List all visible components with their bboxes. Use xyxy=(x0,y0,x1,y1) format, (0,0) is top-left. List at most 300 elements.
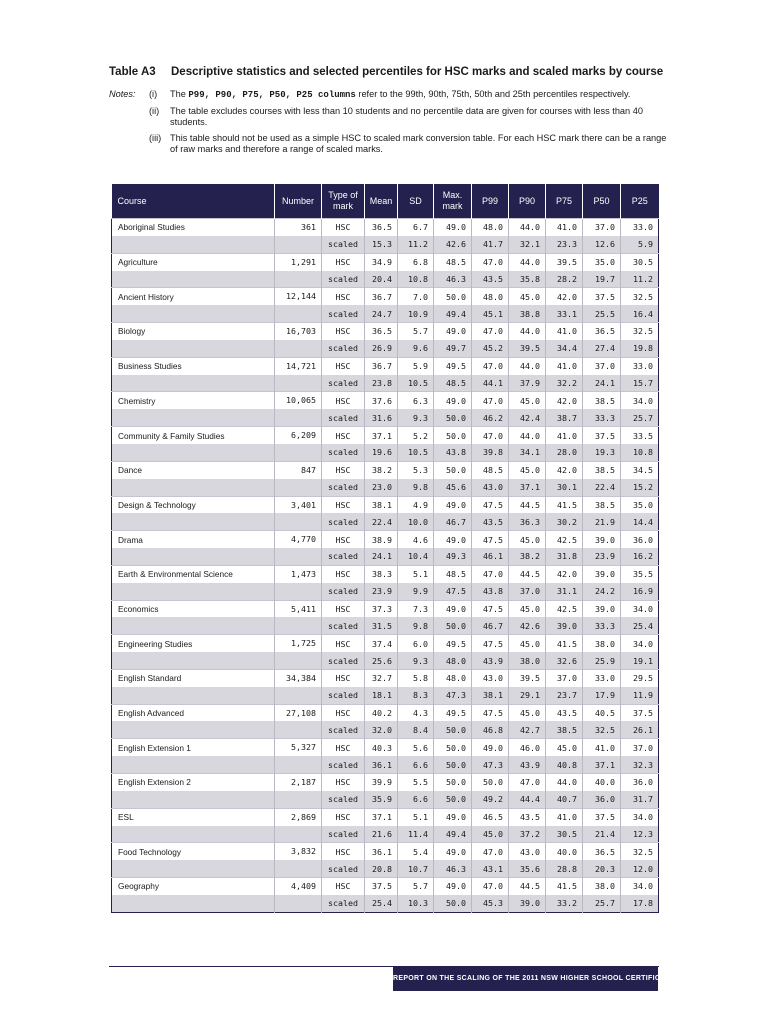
student-number-cell: 3,401 xyxy=(275,496,322,513)
student-number-cell: 4,770 xyxy=(275,531,322,548)
empty-cell xyxy=(112,826,275,843)
value-cell: 36.1 xyxy=(365,843,398,860)
value-cell: 4.3 xyxy=(398,704,434,721)
student-number-cell: 847 xyxy=(275,461,322,478)
table-row-scaled xyxy=(112,860,659,877)
value-cell: 37.0 xyxy=(583,357,621,374)
value-cell: 37.1 xyxy=(365,808,398,825)
value-cell: 49.5 xyxy=(434,357,472,374)
value-cell: 37.5 xyxy=(621,704,659,721)
value-cell: 36.5 xyxy=(365,323,398,340)
value-cell: 38.7 xyxy=(546,409,583,426)
value-cell: 45.0 xyxy=(509,635,546,652)
value-cell: 37.0 xyxy=(583,219,621,236)
value-cell: 39.5 xyxy=(546,253,583,270)
value-cell: 46.0 xyxy=(509,739,546,756)
value-cell: 43.5 xyxy=(472,513,509,530)
student-number-cell: 6,209 xyxy=(275,427,322,444)
value-cell: 50.0 xyxy=(434,617,472,634)
empty-cell xyxy=(112,409,275,426)
table-row-scaled xyxy=(112,826,659,843)
table-row-scaled xyxy=(112,409,659,426)
empty-cell xyxy=(112,895,275,912)
student-number-cell: 4,409 xyxy=(275,878,322,895)
value-cell: 39.9 xyxy=(365,774,398,791)
mark-type-cell: scaled xyxy=(322,826,365,843)
value-cell: 32.2 xyxy=(546,375,583,392)
value-cell: 37.2 xyxy=(509,826,546,843)
value-cell: 46.8 xyxy=(472,721,509,738)
value-cell: 42.6 xyxy=(434,236,472,253)
column-header: P90 xyxy=(509,184,546,219)
table-row-scaled xyxy=(112,617,659,634)
value-cell: 17.9 xyxy=(583,687,621,704)
value-cell: 32.7 xyxy=(365,669,398,686)
mark-type-cell: HSC xyxy=(322,253,365,270)
value-cell: 15.7 xyxy=(621,375,659,392)
table-row-hsc xyxy=(112,392,659,409)
value-cell: 31.7 xyxy=(621,791,659,808)
value-cell: 45.2 xyxy=(472,340,509,357)
empty-cell xyxy=(275,791,322,808)
value-cell: 19.1 xyxy=(621,652,659,669)
mark-type-cell: scaled xyxy=(322,791,365,808)
value-cell: 48.5 xyxy=(472,461,509,478)
table-number: Table A3 xyxy=(109,66,156,78)
value-cell: 35.6 xyxy=(509,860,546,877)
value-cell: 44.5 xyxy=(509,565,546,582)
value-cell: 33.5 xyxy=(621,427,659,444)
mark-type-cell: scaled xyxy=(322,479,365,496)
column-header: P75 xyxy=(546,184,583,219)
value-cell: 38.3 xyxy=(365,565,398,582)
value-cell: 46.7 xyxy=(434,513,472,530)
value-cell: 5.8 xyxy=(398,669,434,686)
value-cell: 22.4 xyxy=(365,513,398,530)
empty-cell xyxy=(275,617,322,634)
value-cell: 49.4 xyxy=(434,826,472,843)
value-cell: 50.0 xyxy=(434,895,472,912)
note-bold-text: P99, P90, P75, P50, P25 columns xyxy=(188,90,356,100)
value-cell: 6.6 xyxy=(398,756,434,773)
note-item xyxy=(109,133,669,155)
value-cell: 10.7 xyxy=(398,860,434,877)
value-cell: 50.0 xyxy=(434,288,472,305)
value-cell: 47.5 xyxy=(472,635,509,652)
value-cell: 6.6 xyxy=(398,791,434,808)
value-cell: 50.0 xyxy=(434,739,472,756)
table-row-hsc xyxy=(112,704,659,721)
course-name-cell: Business Studies xyxy=(112,357,275,374)
value-cell: 16.2 xyxy=(621,548,659,565)
value-cell: 10.3 xyxy=(398,895,434,912)
empty-cell xyxy=(275,721,322,738)
value-cell: 46.5 xyxy=(472,808,509,825)
mark-type-cell: scaled xyxy=(322,271,365,288)
table-row-scaled xyxy=(112,652,659,669)
mark-type-cell: HSC xyxy=(322,427,365,444)
value-cell: 5.2 xyxy=(398,427,434,444)
value-cell: 32.5 xyxy=(621,843,659,860)
table-caption: Descriptive statistics and selected percentiles for HSC marks and scaled marks by course xyxy=(171,66,664,78)
value-cell: 34.0 xyxy=(621,808,659,825)
student-number-cell: 16,703 xyxy=(275,323,322,340)
value-cell: 5.7 xyxy=(398,878,434,895)
table-row-hsc xyxy=(112,461,659,478)
value-cell: 37.9 xyxy=(509,375,546,392)
value-cell: 36.5 xyxy=(583,323,621,340)
table-row-scaled xyxy=(112,513,659,530)
value-cell: 39.8 xyxy=(472,444,509,461)
note-text: This table should not be used as a simple HSC to scaled mark conversion table. For each HSC mark there can be a range of raw marks and therefore a range of scaled marks. xyxy=(170,133,667,154)
value-cell: 23.8 xyxy=(365,375,398,392)
mark-type-cell: scaled xyxy=(322,687,365,704)
value-cell: 7.0 xyxy=(398,288,434,305)
value-cell: 49.4 xyxy=(434,305,472,322)
value-cell: 44.0 xyxy=(509,219,546,236)
table-row-scaled xyxy=(112,756,659,773)
value-cell: 37.1 xyxy=(509,479,546,496)
value-cell: 39.0 xyxy=(546,617,583,634)
page-footer: REPORT ON THE SCALING OF THE 2011 NSW HIGHER SCHOOL CERTIFICATE | 1 xyxy=(393,967,658,991)
value-cell: 43.9 xyxy=(509,756,546,773)
mark-type-cell: scaled xyxy=(322,444,365,461)
empty-cell xyxy=(112,236,275,253)
value-cell: 38.2 xyxy=(365,461,398,478)
column-header: P25 xyxy=(621,184,659,219)
value-cell: 26.9 xyxy=(365,340,398,357)
value-cell: 47.0 xyxy=(472,878,509,895)
table-row-scaled xyxy=(112,583,659,600)
value-cell: 26.1 xyxy=(621,721,659,738)
empty-cell xyxy=(275,548,322,565)
value-cell: 47.5 xyxy=(472,531,509,548)
table-header-row xyxy=(112,184,659,219)
value-cell: 32.1 xyxy=(509,236,546,253)
value-cell: 44.1 xyxy=(472,375,509,392)
value-cell: 47.0 xyxy=(472,357,509,374)
note-number: (ii) xyxy=(149,106,160,116)
value-cell: 35.8 xyxy=(509,271,546,288)
value-cell: 28.0 xyxy=(546,444,583,461)
value-cell: 25.7 xyxy=(583,895,621,912)
table-row-scaled xyxy=(112,479,659,496)
table-row-scaled xyxy=(112,236,659,253)
value-cell: 19.6 xyxy=(365,444,398,461)
value-cell: 15.3 xyxy=(365,236,398,253)
value-cell: 42.5 xyxy=(546,531,583,548)
value-cell: 43.8 xyxy=(434,444,472,461)
table-row-hsc xyxy=(112,565,659,582)
mark-type-cell: HSC xyxy=(322,635,365,652)
value-cell: 10.5 xyxy=(398,375,434,392)
student-number-cell: 2,187 xyxy=(275,774,322,791)
value-cell: 38.1 xyxy=(472,687,509,704)
mark-type-cell: HSC xyxy=(322,357,365,374)
empty-cell xyxy=(275,479,322,496)
value-cell: 45.0 xyxy=(509,531,546,548)
value-cell: 43.9 xyxy=(472,652,509,669)
table-row-scaled xyxy=(112,721,659,738)
value-cell: 47.0 xyxy=(472,392,509,409)
value-cell: 25.7 xyxy=(621,409,659,426)
value-cell: 10.8 xyxy=(398,271,434,288)
table-row-hsc xyxy=(112,739,659,756)
value-cell: 40.2 xyxy=(365,704,398,721)
value-cell: 6.7 xyxy=(398,219,434,236)
value-cell: 27.4 xyxy=(583,340,621,357)
value-cell: 25.9 xyxy=(583,652,621,669)
value-cell: 37.6 xyxy=(365,392,398,409)
value-cell: 42.0 xyxy=(546,565,583,582)
value-cell: 34.9 xyxy=(365,253,398,270)
value-cell: 6.8 xyxy=(398,253,434,270)
note-item xyxy=(109,89,669,101)
value-cell: 50.0 xyxy=(434,721,472,738)
value-cell: 11.2 xyxy=(621,271,659,288)
value-cell: 29.5 xyxy=(621,669,659,686)
empty-cell xyxy=(275,583,322,600)
table-row-scaled xyxy=(112,271,659,288)
student-number-cell: 27,108 xyxy=(275,704,322,721)
mark-type-cell: scaled xyxy=(322,583,365,600)
value-cell: 50.0 xyxy=(434,427,472,444)
value-cell: 25.4 xyxy=(365,895,398,912)
value-cell: 43.5 xyxy=(546,704,583,721)
course-name-cell: Design & Technology xyxy=(112,496,275,513)
value-cell: 35.5 xyxy=(621,565,659,582)
mark-type-cell: scaled xyxy=(322,375,365,392)
value-cell: 38.1 xyxy=(365,496,398,513)
value-cell: 45.0 xyxy=(509,704,546,721)
empty-cell xyxy=(275,687,322,704)
mark-type-cell: scaled xyxy=(322,721,365,738)
table-row-scaled xyxy=(112,340,659,357)
value-cell: 32.0 xyxy=(365,721,398,738)
value-cell: 10.9 xyxy=(398,305,434,322)
value-cell: 49.0 xyxy=(434,531,472,548)
mark-type-cell: HSC xyxy=(322,323,365,340)
value-cell: 41.0 xyxy=(583,739,621,756)
table-row-scaled xyxy=(112,548,659,565)
value-cell: 23.9 xyxy=(583,548,621,565)
mark-type-cell: HSC xyxy=(322,496,365,513)
mark-type-cell: scaled xyxy=(322,895,365,912)
value-cell: 42.6 xyxy=(509,617,546,634)
value-cell: 6.0 xyxy=(398,635,434,652)
empty-cell xyxy=(275,652,322,669)
value-cell: 31.5 xyxy=(365,617,398,634)
table-row-scaled xyxy=(112,444,659,461)
mark-type-cell: scaled xyxy=(322,617,365,634)
value-cell: 40.7 xyxy=(546,791,583,808)
value-cell: 35.0 xyxy=(583,253,621,270)
column-header: Number xyxy=(275,184,322,219)
value-cell: 38.5 xyxy=(546,721,583,738)
value-cell: 33.2 xyxy=(546,895,583,912)
column-header: SD xyxy=(398,184,434,219)
value-cell: 5.9 xyxy=(398,357,434,374)
value-cell: 37.1 xyxy=(365,427,398,444)
value-cell: 23.3 xyxy=(546,236,583,253)
value-cell: 45.0 xyxy=(472,826,509,843)
value-cell: 32.5 xyxy=(621,288,659,305)
column-header: Mean xyxy=(365,184,398,219)
student-number-cell: 1,725 xyxy=(275,635,322,652)
empty-cell xyxy=(275,444,322,461)
value-cell: 49.0 xyxy=(434,392,472,409)
table-row-hsc xyxy=(112,219,659,236)
table-row-hsc xyxy=(112,357,659,374)
course-name-cell: English Extension 1 xyxy=(112,739,275,756)
value-cell: 20.3 xyxy=(583,860,621,877)
mark-type-cell: HSC xyxy=(322,878,365,895)
mark-type-cell: HSC xyxy=(322,843,365,860)
empty-cell xyxy=(112,583,275,600)
value-cell: 48.0 xyxy=(434,669,472,686)
course-name-cell: Agriculture xyxy=(112,253,275,270)
value-cell: 24.1 xyxy=(583,375,621,392)
value-cell: 43.0 xyxy=(472,479,509,496)
value-cell: 48.5 xyxy=(434,565,472,582)
mark-type-cell: scaled xyxy=(322,305,365,322)
value-cell: 38.5 xyxy=(583,392,621,409)
value-cell: 9.9 xyxy=(398,583,434,600)
value-cell: 47.3 xyxy=(434,687,472,704)
value-cell: 41.5 xyxy=(546,496,583,513)
value-cell: 37.5 xyxy=(583,427,621,444)
value-cell: 9.6 xyxy=(398,340,434,357)
value-cell: 31.1 xyxy=(546,583,583,600)
value-cell: 32.3 xyxy=(621,756,659,773)
value-cell: 42.0 xyxy=(546,392,583,409)
value-cell: 40.0 xyxy=(583,774,621,791)
value-cell: 49.0 xyxy=(434,219,472,236)
value-cell: 37.4 xyxy=(365,635,398,652)
value-cell: 44.0 xyxy=(509,323,546,340)
course-name-cell: Earth & Environmental Science xyxy=(112,565,275,582)
course-name-cell: Ancient History xyxy=(112,288,275,305)
table-row-hsc xyxy=(112,635,659,652)
value-cell: 49.0 xyxy=(472,739,509,756)
value-cell: 47.3 xyxy=(472,756,509,773)
note-text: The xyxy=(170,89,189,99)
empty-cell xyxy=(112,687,275,704)
value-cell: 49.0 xyxy=(434,843,472,860)
value-cell: 21.4 xyxy=(583,826,621,843)
value-cell: 36.0 xyxy=(583,791,621,808)
value-cell: 28.8 xyxy=(546,860,583,877)
mark-type-cell: HSC xyxy=(322,531,365,548)
value-cell: 16.9 xyxy=(621,583,659,600)
value-cell: 8.3 xyxy=(398,687,434,704)
value-cell: 39.0 xyxy=(583,531,621,548)
value-cell: 41.0 xyxy=(546,808,583,825)
value-cell: 11.2 xyxy=(398,236,434,253)
table-row-hsc xyxy=(112,253,659,270)
value-cell: 47.0 xyxy=(472,427,509,444)
course-name-cell: English Advanced xyxy=(112,704,275,721)
table-row-scaled xyxy=(112,375,659,392)
value-cell: 34.0 xyxy=(621,600,659,617)
value-cell: 40.5 xyxy=(583,704,621,721)
value-cell: 38.5 xyxy=(583,496,621,513)
value-cell: 41.0 xyxy=(546,427,583,444)
value-cell: 45.6 xyxy=(434,479,472,496)
value-cell: 36.7 xyxy=(365,357,398,374)
student-number-cell: 1,291 xyxy=(275,253,322,270)
table-row-hsc xyxy=(112,288,659,305)
value-cell: 44.4 xyxy=(509,791,546,808)
value-cell: 36.5 xyxy=(583,843,621,860)
value-cell: 45.0 xyxy=(509,392,546,409)
note-number: (iii) xyxy=(149,133,162,143)
value-cell: 44.0 xyxy=(546,774,583,791)
value-cell: 20.8 xyxy=(365,860,398,877)
value-cell: 50.0 xyxy=(434,774,472,791)
value-cell: 48.0 xyxy=(434,652,472,669)
student-number-cell: 34,384 xyxy=(275,669,322,686)
table-row-hsc xyxy=(112,878,659,895)
empty-cell xyxy=(275,236,322,253)
empty-cell xyxy=(112,444,275,461)
mark-type-cell: HSC xyxy=(322,808,365,825)
value-cell: 8.4 xyxy=(398,721,434,738)
course-name-cell: Chemistry xyxy=(112,392,275,409)
empty-cell xyxy=(112,375,275,392)
value-cell: 45.0 xyxy=(509,461,546,478)
value-cell: 36.0 xyxy=(621,774,659,791)
value-cell: 30.5 xyxy=(621,253,659,270)
value-cell: 45.3 xyxy=(472,895,509,912)
empty-cell xyxy=(112,860,275,877)
value-cell: 19.8 xyxy=(621,340,659,357)
course-name-cell: Food Technology xyxy=(112,843,275,860)
value-cell: 24.7 xyxy=(365,305,398,322)
table-row-hsc xyxy=(112,808,659,825)
value-cell: 42.0 xyxy=(546,461,583,478)
value-cell: 40.3 xyxy=(365,739,398,756)
value-cell: 33.3 xyxy=(583,409,621,426)
empty-cell xyxy=(112,721,275,738)
value-cell: 49.0 xyxy=(434,808,472,825)
value-cell: 40.0 xyxy=(546,843,583,860)
value-cell: 36.5 xyxy=(365,219,398,236)
value-cell: 11.9 xyxy=(621,687,659,704)
table-row-scaled xyxy=(112,791,659,808)
value-cell: 47.0 xyxy=(509,774,546,791)
empty-cell xyxy=(112,340,275,357)
table-row-hsc xyxy=(112,531,659,548)
course-name-cell: English Extension 2 xyxy=(112,774,275,791)
value-cell: 33.0 xyxy=(583,669,621,686)
student-number-cell: 3,832 xyxy=(275,843,322,860)
value-cell: 25.5 xyxy=(583,305,621,322)
value-cell: 44.0 xyxy=(509,253,546,270)
table-row-hsc xyxy=(112,496,659,513)
empty-cell xyxy=(112,548,275,565)
value-cell: 49.5 xyxy=(434,704,472,721)
empty-cell xyxy=(275,340,322,357)
value-cell: 41.0 xyxy=(546,219,583,236)
value-cell: 34.5 xyxy=(621,461,659,478)
table-row-hsc xyxy=(112,600,659,617)
value-cell: 41.7 xyxy=(472,236,509,253)
empty-cell xyxy=(112,617,275,634)
value-cell: 18.1 xyxy=(365,687,398,704)
value-cell: 39.0 xyxy=(583,565,621,582)
value-cell: 23.7 xyxy=(546,687,583,704)
